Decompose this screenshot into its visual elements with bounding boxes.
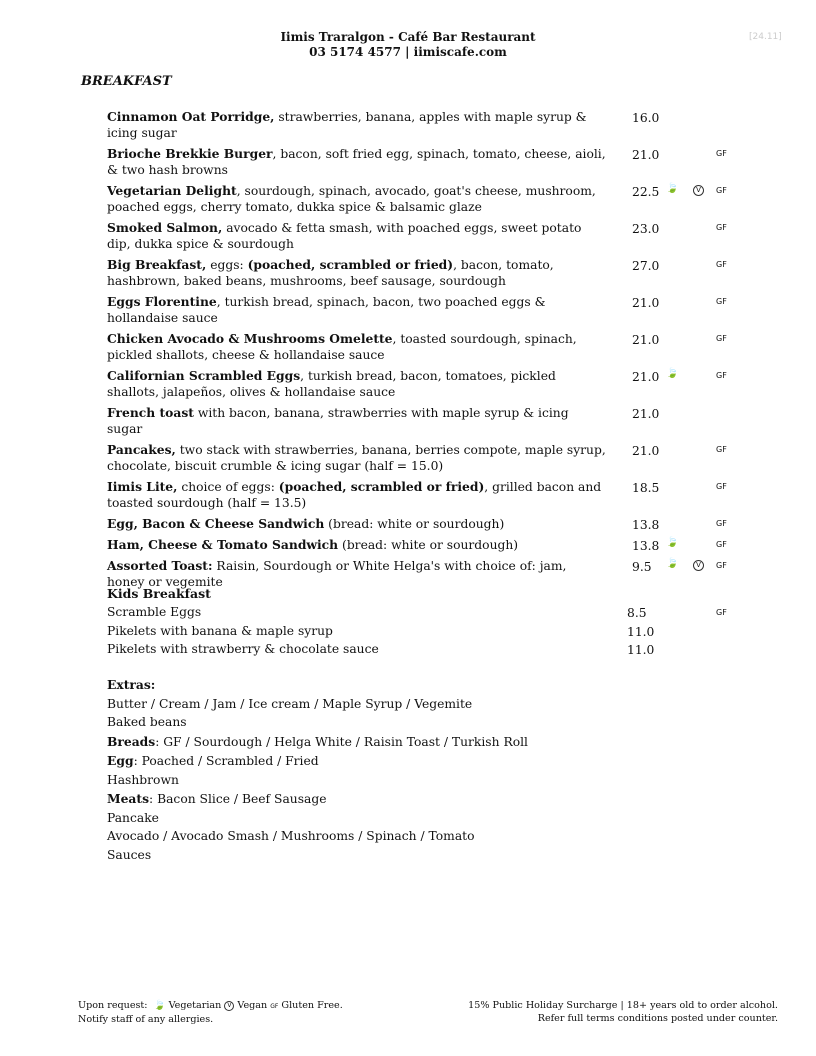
menu-item — [107, 442, 757, 474]
gluten-free-icon: GF — [716, 297, 727, 306]
extras-line: Egg: Poached / Scrambled / Fried — [107, 753, 319, 768]
menu-item — [107, 294, 757, 326]
extras-line: Meats: Bacon Slice / Beef Sausage — [107, 791, 327, 806]
extras-line: Avocado / Avocado Smash / Mushrooms / Spinach / Tomato — [107, 829, 475, 843]
gluten-free-icon: GF — [270, 1003, 279, 1010]
kids-item-price: 11.0 — [627, 643, 655, 657]
menu-item — [107, 109, 757, 141]
menu-item-name: Chicken Avocado & Mushrooms Omelette — [107, 331, 393, 346]
vegan-icon: V — [693, 560, 704, 571]
menu-item-price: 21.0 — [632, 407, 660, 421]
version-stamp: [24.11] — [749, 32, 782, 42]
extras-section — [107, 676, 707, 865]
menu-item — [107, 405, 757, 437]
gluten-free-icon: GF — [716, 186, 727, 195]
menu-item-name: Brioche Brekkie Burger — [107, 146, 273, 161]
menu-item — [107, 368, 757, 400]
extras-line: Sauces — [107, 847, 152, 862]
menu-item-name: Iimis Lite, — [107, 479, 178, 494]
menu-item-name: French toast — [107, 405, 194, 420]
menu-item — [107, 183, 757, 215]
menu-item-description: Iimis Lite, choice of eggs: (poached, scrambled or fried), grilled bacon and toasted sourdough (half = 13.5) — [107, 479, 602, 510]
menu-item — [107, 537, 757, 553]
menu-item — [107, 479, 757, 511]
vegetarian-leaf-icon: 🍃 — [666, 558, 679, 569]
menu-item-price: 21.0 — [632, 296, 660, 310]
gluten-free-icon: GF — [716, 445, 727, 454]
menu-item-price: 21.0 — [632, 333, 660, 347]
extras-label: Breads — [107, 733, 156, 749]
menu-item-price: 21.0 — [632, 148, 660, 162]
menu-item-price: 16.0 — [632, 111, 660, 125]
gluten-free-icon: GF — [716, 334, 727, 343]
menu-item — [107, 146, 757, 178]
kids-item-name: Pikelets with strawberry & chocolate sauce — [107, 642, 379, 656]
kids-item-name: Pikelets with banana & maple syrup — [107, 623, 333, 638]
restaurant-name: Iimis Traralgon - Café Bar Restaurant — [280, 30, 536, 44]
menu-item-name: Californian Scrambled Eggs — [107, 368, 301, 383]
menu-item-description: Big Breakfast, eggs: (poached, scrambled or fried), bacon, tomato, hashbrown, baked beans, mushrooms, beef sausage, sourdough — [107, 257, 554, 288]
menu-item-name: Big Breakfast, — [107, 257, 207, 272]
menu-item-name: Egg, Bacon & Cheese Sandwich — [107, 516, 325, 531]
extras-line: Hashbrown — [107, 772, 179, 787]
menu-item — [107, 331, 757, 363]
menu-item-price: 21.0 — [632, 370, 660, 384]
kids-item-price: 11.0 — [627, 624, 655, 639]
menu-item-description: Ham, Cheese & Tomato Sandwich (bread: white or sourdough) — [107, 537, 519, 552]
menu-item-name: Assorted Toast: — [107, 558, 213, 573]
vegan-icon: V — [224, 1001, 234, 1011]
menu-item-price: 13.8 — [632, 518, 660, 532]
gluten-free-icon: GF — [716, 260, 727, 269]
vegetarian-leaf-icon: 🍃 — [150, 1000, 166, 1011]
menu-item-description: Assorted Toast: Raisin, Sourdough or White Helga's with choice of: jam, honey or vegemite — [107, 558, 567, 589]
kids-menu-item — [107, 604, 757, 621]
menu-item-description: French toast with bacon, banana, strawberries with maple syrup & icing sugar — [107, 405, 569, 436]
vegetarian-leaf-icon: 🍃 — [666, 368, 679, 379]
footer-surcharge-note: 15% Public Holiday Surcharge | 18+ years old to order alcohol. Refer full terms conditions posted under counter. — [468, 1000, 778, 1024]
menu-item-description: Egg, Bacon & Cheese Sandwich (bread: white or sourdough) — [107, 516, 505, 531]
kids-item-price: 8.5 — [627, 606, 647, 620]
menu-item-description: Brioche Brekkie Burger, bacon, soft fried egg, spinach, tomato, cheese, aioli, & two hash browns — [107, 146, 606, 177]
menu-item-name: Cinnamon Oat Porridge, — [107, 109, 275, 124]
extras-line: Butter / Cream / Jam / Ice cream / Maple Syrup / Vegemite — [107, 696, 473, 711]
kids-title: Kids Breakfast — [107, 586, 211, 601]
breakfast-menu-list — [107, 109, 757, 595]
menu-item-description: Smoked Salmon, avocado & fetta smash, with poached eggs, sweet potato dip, dukka spice & sourdough — [107, 220, 582, 251]
footer-request-label: Upon request: — [78, 1000, 148, 1011]
extras-label: Meats — [107, 791, 150, 806]
gluten-free-icon: GF — [716, 561, 727, 570]
gluten-free-icon: GF — [716, 519, 727, 528]
vegan-icon: V — [693, 185, 704, 196]
menu-item-price: 13.8 — [632, 539, 660, 553]
kids-menu-item — [107, 641, 757, 658]
menu-item-price: 22.5 — [632, 185, 660, 199]
section-title: BREAKFAST — [81, 74, 172, 89]
extras-title: Extras: — [107, 677, 156, 692]
menu-item-name: Eggs Florentine — [107, 294, 217, 309]
menu-item-description: Chicken Avocado & Mushrooms Omelette, toasted sourdough, spinach, pickled shallots, cheese & hollandaise sauce — [107, 331, 577, 362]
extras-line: Baked beans — [107, 715, 187, 729]
extras-line: Breads: GF / Sourdough / Helga White / Raisin Toast / Turkish Roll — [107, 733, 528, 749]
menu-item-price: 23.0 — [632, 222, 660, 236]
vegetarian-leaf-icon: 🍃 — [666, 183, 679, 194]
menu-item-description: Cinnamon Oat Porridge, strawberries, banana, apples with maple syrup & icing sugar — [107, 109, 587, 140]
menu-item-name: Ham, Cheese & Tomato Sandwich — [107, 537, 339, 552]
menu-item-price: 21.0 — [632, 444, 660, 458]
gluten-free-icon: GF — [716, 223, 727, 232]
vegetarian-leaf-icon: 🍃 — [666, 537, 679, 548]
restaurant-contact: 03 5174 4577 | iimiscafe.com — [309, 45, 507, 59]
menu-item-description: Pancakes, two stack with strawberries, banana, berries compote, maple syrup, chocolate, biscuit crumble & icing sugar (half = 15.0) — [107, 442, 606, 473]
menu-item-price: 18.5 — [632, 481, 660, 495]
kids-breakfast-section — [107, 585, 757, 660]
footer-allergy-note: Notify staff of any allergies. — [78, 1014, 214, 1025]
restaurant-header — [0, 30, 816, 60]
menu-item — [107, 516, 757, 532]
menu-item-description: Vegetarian Delight, sourdough, spinach, avocado, goat's cheese, mushroom, poached eggs, cherry tomato, dukka spice & balsamic glaze — [107, 183, 596, 214]
gluten-free-icon: GF — [716, 371, 727, 380]
menu-item-name: Smoked Salmon, — [107, 220, 223, 235]
menu-item — [107, 220, 757, 252]
menu-item-description: Californian Scrambled Eggs, turkish bread, bacon, tomatoes, pickled shallots, jalapeños, olives & hollandaise sauce — [107, 368, 556, 399]
menu-item-price: 9.5 — [632, 560, 652, 574]
gluten-free-icon: GF — [716, 482, 727, 491]
menu-item-name: Vegetarian Delight — [107, 183, 237, 198]
footer-dietary-legend: Upon request: 🍃 Vegetarian V Vegan GF Gluten Free. Notify staff of any allergies. — [78, 1000, 343, 1025]
menu-item-price: 27.0 — [632, 259, 660, 273]
gluten-free-icon: GF — [716, 149, 727, 158]
kids-item-name: Scramble Eggs — [107, 605, 202, 619]
menu-item-name: Pancakes, — [107, 442, 176, 457]
menu-item-description: Eggs Florentine, turkish bread, spinach, bacon, two poached eggs & hollandaise sauce — [107, 294, 546, 325]
menu-item — [107, 257, 757, 289]
extras-label: Egg — [107, 753, 134, 768]
gluten-free-icon: GF — [716, 540, 727, 549]
kids-menu-item — [107, 623, 757, 640]
extras-line: Pancake — [107, 810, 159, 825]
gluten-free-icon: GF — [716, 608, 727, 617]
